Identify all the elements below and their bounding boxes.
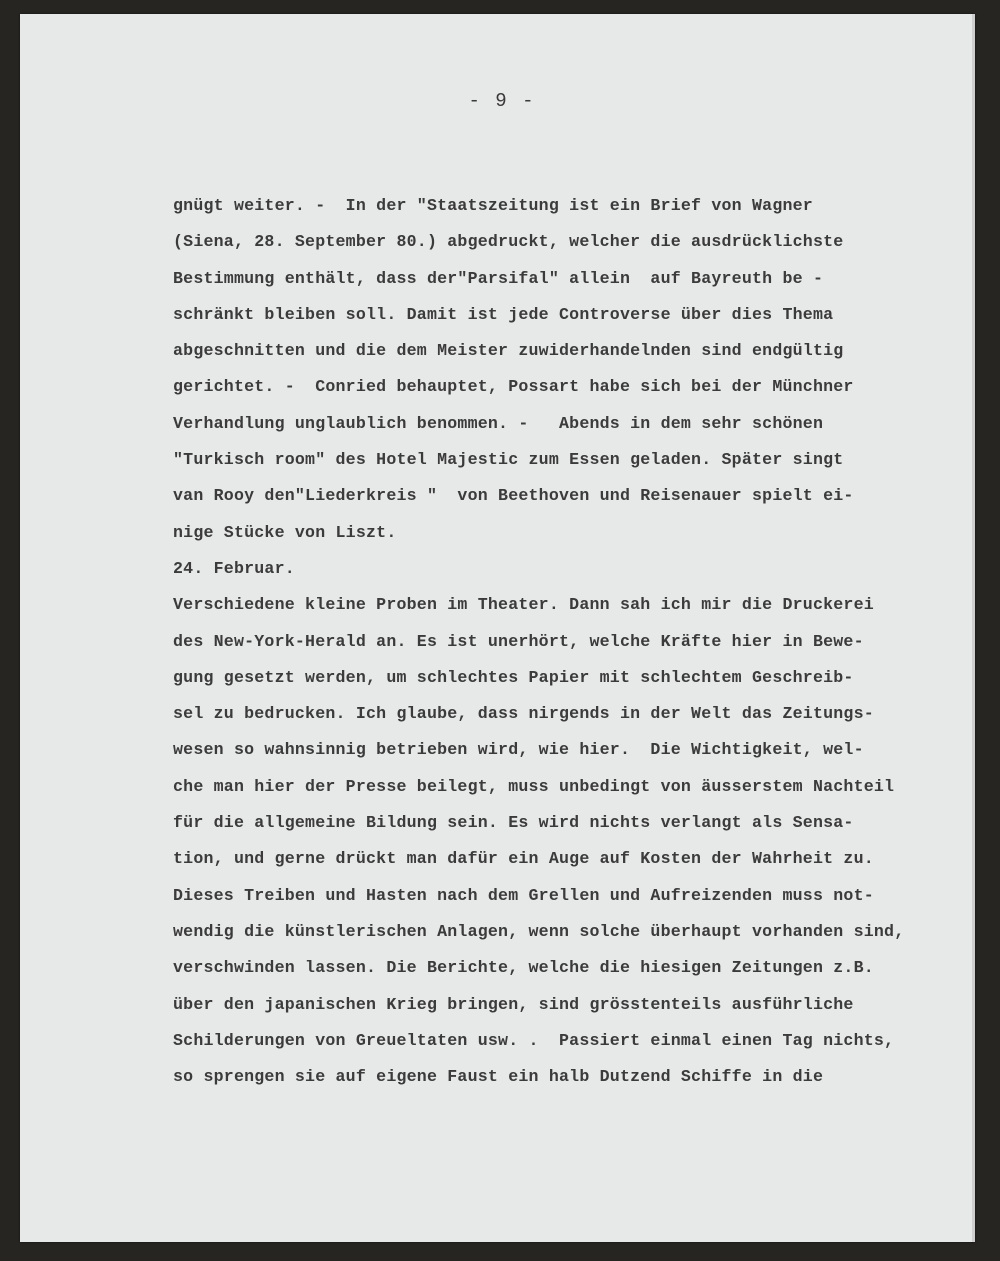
text-line: für die allgemeine Bildung sein. Es wird nichts verlangt als Sensa- [173,813,854,833]
text-line: Verhandlung unglaublich benommen. - Abends in dem sehr schönen [173,413,824,433]
text-line: "Turkisch room" des Hotel Majestic zum Essen geladen. Später singt [173,450,844,470]
text-line: gerichtet. - Conried behauptet, Possart habe sich bei der Münchner [173,377,854,397]
document-body [173,188,973,1095]
text-line: schränkt bleiben soll. Damit ist jede Controverse über dies Thema [173,304,834,324]
text-line: Verschiedene kleine Proben im Theater. Dann sah ich mir die Druckerei [173,595,874,615]
text-line: gnügt weiter. - In der "Staatszeitung ist ein Brief von Wagner [173,196,813,215]
text-line: nige Stücke von Liszt. [173,522,397,542]
text-line: sel zu bedrucken. Ich glaube, dass nirgends in der Welt das Zeitungs- [173,704,874,724]
text-line: Bestimmung enthält, dass der"Parsifal" allein auf Bayreuth be - [173,268,824,288]
text-line: über den japanischen Krieg bringen, sind grösstenteils ausführliche [173,994,854,1014]
text-line: van Rooy den"Liederkreis " von Beethoven und Reisenauer spielt ei- [173,486,854,506]
text-line: gung gesetzt werden, um schlechtes Papier mit schlechtem Geschreib- [173,667,854,687]
text-line: tion, und gerne drückt man dafür ein Auge auf Kosten der Wahrheit zu. [173,849,874,869]
text-line: so sprengen sie auf eigene Faust ein halb Dutzend Schiffe in die [173,1067,824,1087]
text-line: wesen so wahnsinnig betrieben wird, wie hier. Die Wichtigkeit, wel- [173,740,864,760]
text-line: abgeschnitten und die dem Meister zuwiderhandelnden sind endgültig [173,341,844,361]
text-line: wendig die künstlerischen Anlagen, wenn solche überhaupt vorhanden sind, [173,921,905,941]
text-line: verschwinden lassen. Die Berichte, welche die hiesigen Zeitungen z.B. [173,958,874,978]
document-page [20,14,975,1242]
text-line: che man hier der Presse beilegt, muss unbedingt von äusserstem Nachteil [173,776,895,796]
text-line: Schilderungen von Greueltaten usw. . Passiert einmal einen Tag nichts, [173,1030,895,1050]
date-heading: 24. Februar. [173,558,295,578]
page-number: - 9 - [468,90,536,112]
text-line: (Siena, 28. September 80.) abgedruckt, welcher die ausdrücklichste [173,232,844,252]
page-edge [972,14,975,1242]
text-line: des New-York-Herald an. Es ist unerhört, welche Kräfte hier in Bewe- [173,631,864,651]
text-line: Dieses Treiben und Hasten nach dem Grellen und Aufreizenden muss not- [173,885,874,905]
